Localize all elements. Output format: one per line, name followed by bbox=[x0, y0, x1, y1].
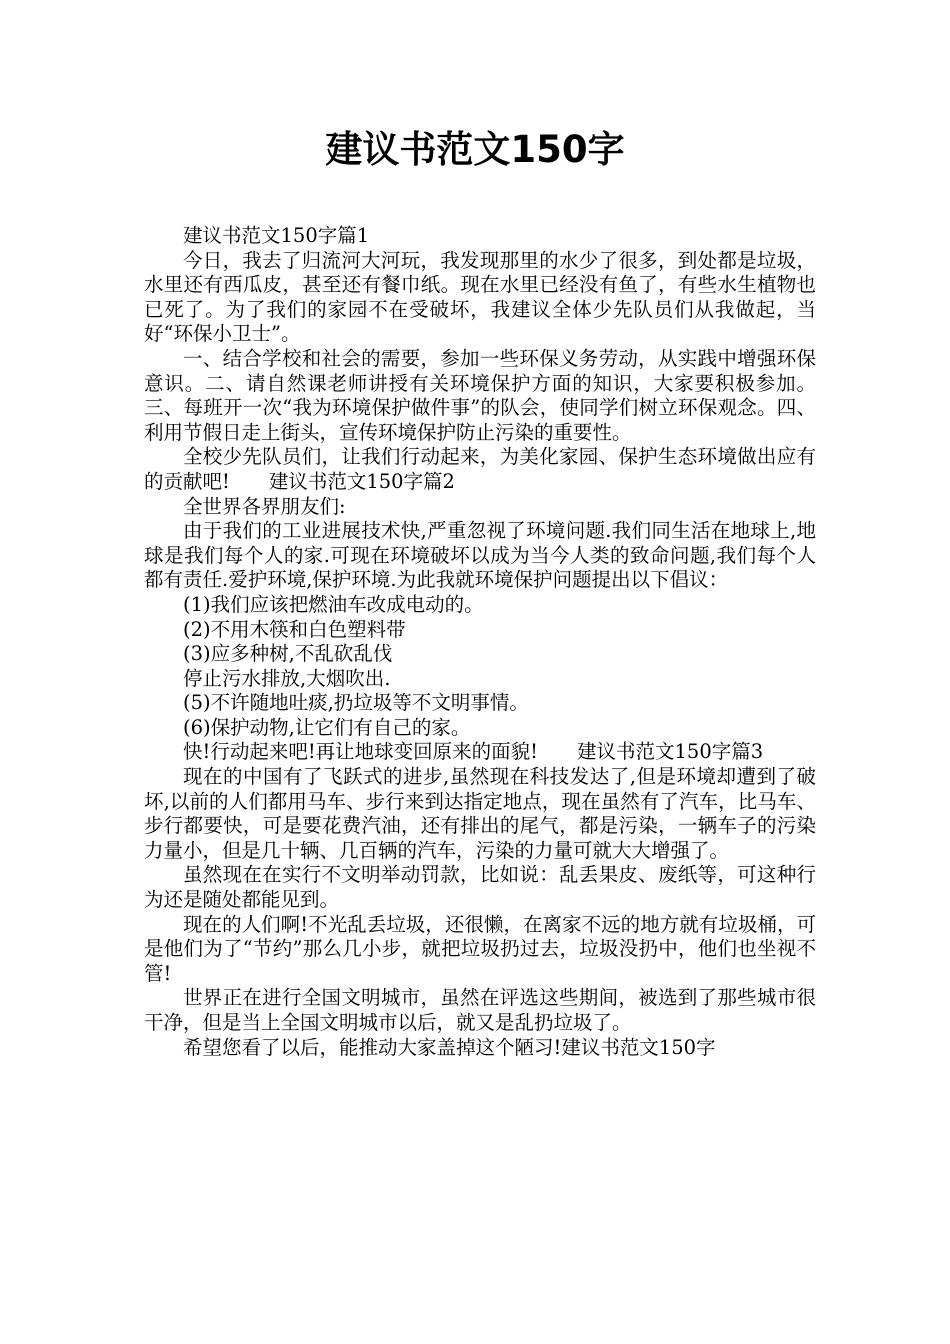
paragraph: 快!行动起来吧!再让地球变回原来的面貌! 建议书范文150字篇3 bbox=[183, 740, 764, 764]
list-item: (5)不许随地吐痰,扔垃圾等不文明事情。 bbox=[183, 691, 529, 715]
list-item: (1)我们应该把燃油车改成电动的。 bbox=[183, 592, 484, 616]
document-body bbox=[144, 224, 816, 1060]
paragraph: 由于我们的工业进展技术快,严重忽视了环境问题.我们同生活在地球上,地球是我们每个人的家.可现在环境破坏以成为当今人类的致命问题,我们每个人都有责任.爱护环境,保护环境.为此我就环境保护问题提出以下倡议： bbox=[144, 519, 816, 592]
paragraph: 一、结合学校和社会的需要，参加一些环保义务劳动，从实践中增强环保意识。二、请自然课老师讲授有关环境保护方面的知识，大家要积极参加。三、每班开一次“我为环境保护做件事”的队会，使同学们树立环保观念。四、利用节假日走上街头，宣传环境保护防止污染的重要性。 bbox=[144, 346, 816, 444]
list-item: (2)不用木筷和白色塑料带 bbox=[183, 617, 406, 641]
paragraph: 今日，我去了归流河大河玩，我发现那里的水少了很多，到处都是垃圾，水里还有西瓜皮，甚至还有餐巾纸。现在水里已经没有鱼了，有些水生植物也已死了。为了我们的家园不在受破坏，我建议全体少先队员们从我做起，当好“环保小卫士”。 bbox=[144, 248, 816, 346]
section-heading-1: 建议书范文150字篇1 bbox=[183, 224, 370, 247]
paragraph: 现在的人们啊!不光乱丢垃圾，还很懒，在离家不远的地方就有垃圾桶，可是他们为了“节约”那么几小步，就把垃圾扔过去，垃圾没扔中，他们也坐视不管! bbox=[144, 912, 816, 985]
salutation: 全世界各界朋友们: bbox=[183, 494, 346, 518]
list-item: (6)保护动物,让它们有自己的家。 bbox=[183, 715, 471, 739]
paragraph: 世界正在进行全国文明城市，虽然在评选这些期间，被选到了那些城市很干净，但是当上全国文明城市以后，就又是乱扔垃圾了。 bbox=[144, 986, 816, 1034]
document-title: 建议书范文150字 bbox=[325, 128, 625, 171]
list-item: (3)应多种树,不乱砍乱伐 bbox=[183, 642, 393, 666]
paragraph: 希望您看了以后，能推动大家盖掉这个陋习!建议书范文150字 bbox=[183, 1035, 716, 1059]
paragraph: 全校少先队员们，让我们行动起来，为美化家园、保护生态环境做出应有的贡献吧! 建议书范文150字篇2 bbox=[144, 445, 816, 493]
paragraph: 虽然现在在实行不文明举动罚款，比如说：乱丢果皮、废纸等，可这种行为还是随处都能见到。 bbox=[144, 863, 816, 912]
list-item: 停止污水排放,大烟吹出. bbox=[183, 666, 391, 690]
paragraph: 现在的中国有了飞跃式的进步,虽然现在科技发达了,但是环境却遭到了破坏,以前的人们都用马车、步行来到达指定地点，现在虽然有了汽车，比马车、步行都要快，可是要花费汽油，还有排出的尾气，都是污染，一辆车子的污染力量小，但是几十辆、几百辆的汽车，污染的力量可就大大增强了。 bbox=[144, 765, 816, 862]
